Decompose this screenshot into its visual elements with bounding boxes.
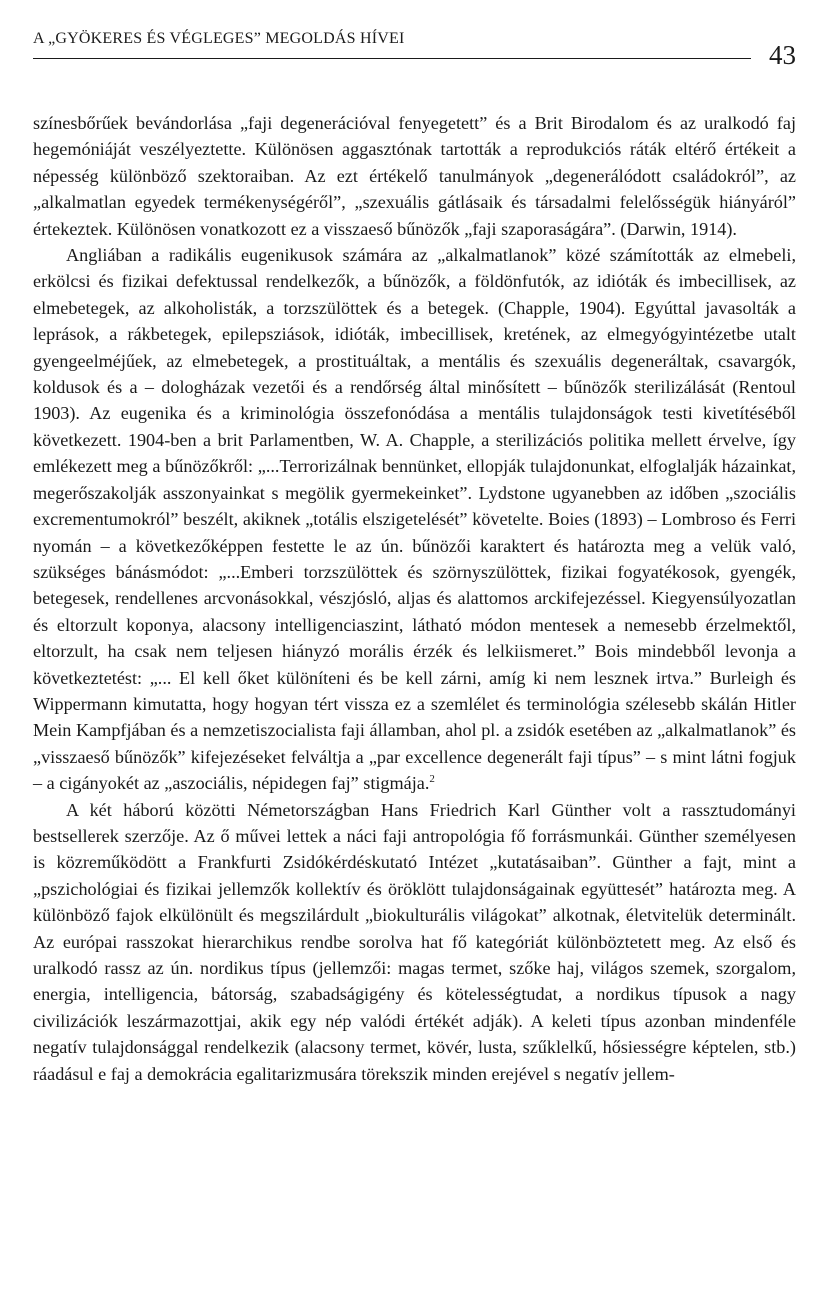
paragraph-eugenics-england xyxy=(33,242,796,797)
paragraph-gunther xyxy=(33,797,796,1087)
paragraph-continuation xyxy=(33,110,796,242)
page-header xyxy=(33,26,796,72)
header-rule xyxy=(33,58,751,59)
running-title: A „GYÖKERES ÉS VÉGLEGES” MEGOLDÁS HÍVEI xyxy=(33,30,405,47)
paragraph-text: A két háború közötti Németországban Hans Friedrich Karl Günther volt a rassztudományi bestsellerek szerzője. Az ő művei lettek a náci faji antropológia fő forrásmunkái. Günther személyesen is közreműködött a Frankfurti Zsidókérdéskutató Intézet „kutatásaiban”. Günther a fajt, mint a „pszichológiai és fizikai jellemzők kollektív és öröklött tulajdonságainak együttesét” határozta meg. A különböző fajok elkülönült és megszilárdult „biokulturális világokat” alkotnak, életvitelük determinált. Az európai rasszokat hierarchikus rendbe sorolva hat fő kategóriát különböztetett meg. Az első és uralkodó rassz az ún. nordikus típus (jellemzői: magas termet, szőke haj, világos szemek, szorgalom, energia, intelligencia, bátorság, szabadságigény és kötelességtudat, a nordikus típusok a nagy civilizációk leszármazottjai, akik egy nép valódi értékét adják). A keleti típus azonban mindenféle negatív tulajdonsággal rendelkezik (alacsony termet, kövér, lusta, szűklelkű, hősiességre képtelen, stb.) ráadásul e faj a demokrácia egalitarizmusára törekszik minden erejével s negatív jellem- xyxy=(33,799,796,1084)
paragraph-text: színesbőrűek bevándorlása „faji degenerációval fenyegetett” és a Brit Birodalom és az uralkodó faj hegemóniáját veszélyeztette. Különösen aggasztónak tartották a reprodukciós ráták eltérő értékeit a népesség különböző szektoraiban. Az ezt értékelő tanulmányok „degenerálódott családokról”, az „alkalmatlan egyedek termékenységéről”, „szexuális gátlásaik és társadalmi felelősségük hiányáról” értekeztek. Különösen vonatkozott ez a visszaeső bűnözők „faji szaporaságára”. (Darwin, 1914). xyxy=(33,113,796,239)
footnote-reference: 2 xyxy=(429,773,435,786)
paragraph-text: Angliában a radikális eugenikusok számára az „alkalmatlanok” közé számították az elmebeli, erkölcsi és fizikai defektussal rendelkezők, a bűnözők, a földönfutók, az idióták és imbecillisek, az elmebetegek, az alkoholisták, a torzszülöttek és a betegek. (Chapple, 1904). Egyúttal javasolták a leprások, a rákbetegek, epilepsziások, idióták, imbecillisek, kretének, az elmegyógyintézetbe utalt gyengeelméjűek, az elmebetegek, a prostituáltak, a mentális és szexuális degeneráltak, csavargók, koldusok és a – dologházak vezetői és a rendőrség által minősített – bűnözők sterilizálását (Rentoul 1903). Az eugenika és a kriminológia összefonódása a mentális tulajdonságok testi kivetítéséből következett. 1904-ben a brit Parlamentben, W. A. Chapple, a sterilizációs politika mellett érvelve, így emlékezett meg a bűnözőkről: „...Terrorizálnak bennünket, ellopják tulajdonunkat, elfoglalják házainkat, megerőszakolják asszonyainkat s megölik gyermekeinket”. Lydstone ugyanebben az időben „szociális excrementumokról” beszélt, akiknek „totális elszigetelését” követelte. Boies (1893) – Lombroso és Ferri nyomán – a következőképpen festette le az ún. bűnözői karaktert és határozta meg a velük való, szükséges bánásmódot: „...Emberi torzszülöttek és szörnyszülöttek, fizikai fogyatékosok, gyengék, betegesek, rendellenes arcvonásokkal, vészjósló, aljas és alattomos arckifejezéssel. Kiegyensúlyozatlan és eltorzult koponya, alacsony intelligenciaszint, látható módon mentesek a nemesebb érzelmektől, eltorzult, ha csak nem teljesen hiányzó morális érzék és lelkiismeret.” Bois mindebből levonja a következtetést: „... El kell őket különíteni és be kell zárni, amíg ki nem lesznek irtva.” Burleigh és Wippermann kimutatta, hogy hogyan tért vissza ez a szemlélet és terminológia szélesebb skálán Hitler Mein Kampfjában és a nemzetiszocialista faji államban, ahol pl. a zsidók esetében az „alkalmatlanok” és „visszaeső bűnözők” kifejezéseket felváltja a „par excellence degenerált faji típus” – s mint látni fogjuk – a cigányokét az „aszociális, népidegen faj” stigmája. xyxy=(33,245,796,794)
book-page xyxy=(33,26,796,1087)
page-number: 43 xyxy=(769,40,796,70)
body-text xyxy=(33,110,796,1087)
